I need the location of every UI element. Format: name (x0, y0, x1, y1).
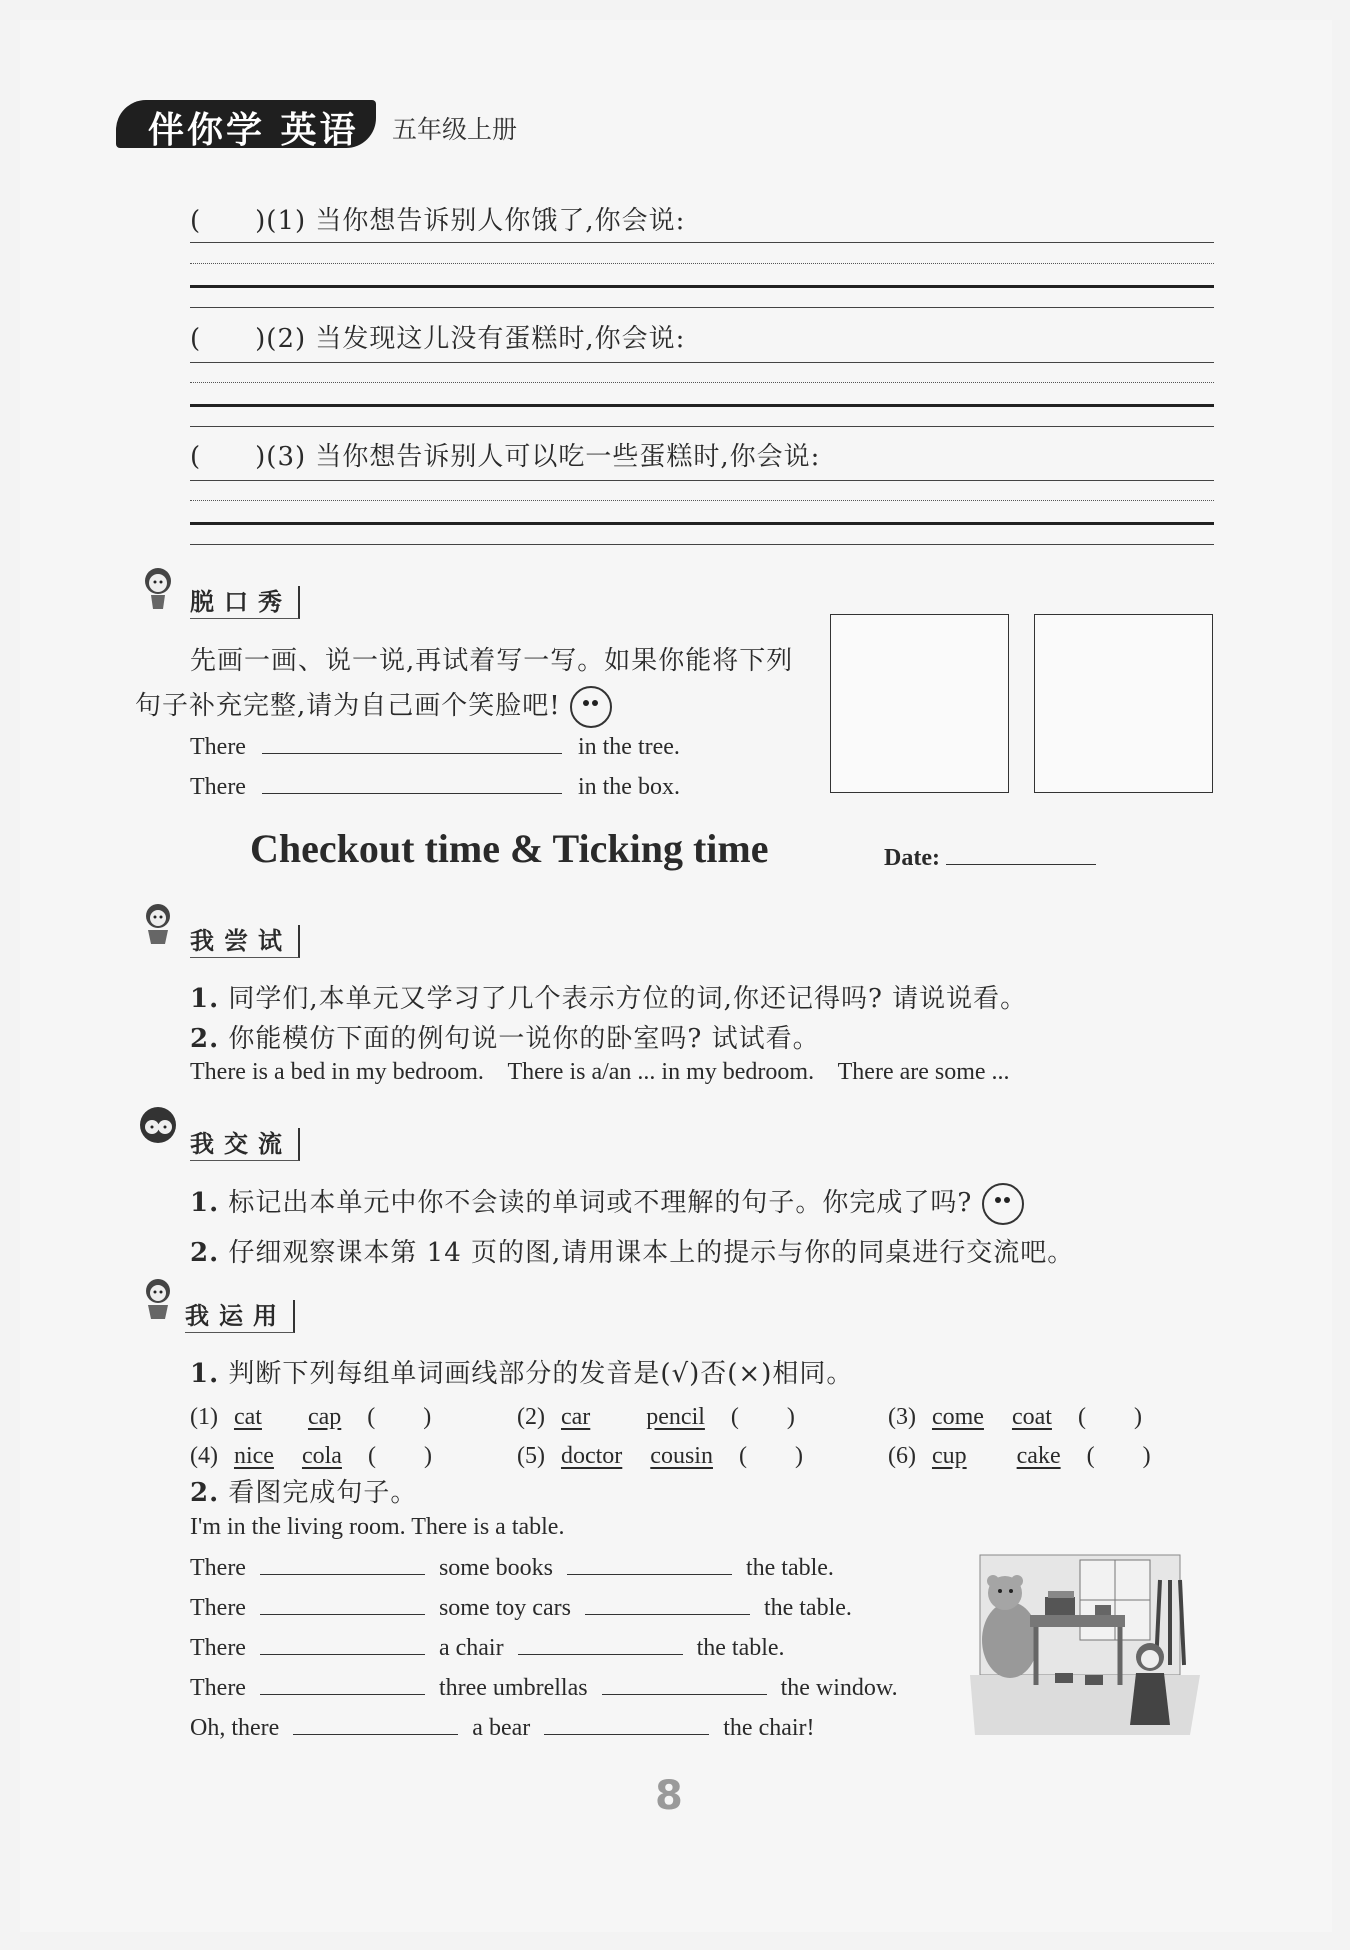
talk-show-line-2: There in the box. (190, 774, 680, 800)
writing-line (190, 522, 1214, 525)
phonics-pair-2: (2) car pencil ( ) (517, 1404, 795, 1430)
use-q1: 1. 判断下列每组单词画线部分的发音是(√)否(×)相同。 (190, 1359, 854, 1389)
writing-line (190, 362, 1214, 363)
answer-blank[interactable] (260, 1674, 425, 1695)
writing-line (190, 382, 1214, 383)
writing-line (190, 500, 1214, 501)
phonics-pair-6: (6) cup cake ( ) (888, 1443, 1151, 1469)
sentence-5: Oh, there a bear the chair! (190, 1715, 815, 1741)
sentence-2: There some toy cars the table. (190, 1595, 852, 1621)
try-item-2: 2. 你能模仿下面的例句说一说你的卧室吗? 试试看。 (190, 1024, 820, 1054)
situation-2: ( )(2) 当发现这儿没有蛋糕时,你会说: (190, 324, 686, 354)
girl-mascot-icon (133, 900, 183, 950)
kids-mascot-icon (133, 1103, 183, 1153)
living-room-illustration (960, 1545, 1210, 1745)
drawing-box-box[interactable] (1034, 614, 1213, 793)
answer-paren[interactable]: ( ) (367, 1443, 432, 1469)
sentence-3: There a chair the table. (190, 1635, 785, 1661)
talk-show-instruction-2: 句子补充完整,请为自己画个笑脸吧! (135, 685, 612, 728)
writing-line (190, 263, 1214, 264)
exchange-item-1: 1. 标记出本单元中你不会读的单词或不理解的句子。你完成了吗? (190, 1182, 1024, 1225)
date-field: Date: (884, 844, 1096, 872)
use-title: 我运用 (185, 1300, 295, 1333)
phonics-pair-1: (1) cat cap ( ) (190, 1404, 432, 1430)
answer-blank[interactable] (544, 1714, 709, 1735)
writing-line (190, 426, 1214, 427)
answer-paren[interactable]: ( ) (1077, 1404, 1142, 1430)
brand-title: 伴你学 英语 (148, 110, 359, 151)
girl-mascot-icon (133, 1275, 183, 1325)
use-q2: 2. 看图完成句子。 (190, 1478, 418, 1508)
drawing-box-tree[interactable] (830, 614, 1009, 793)
writing-line (190, 480, 1214, 481)
writing-line (190, 307, 1214, 308)
sentence-4: There three umbrellas the window. (190, 1675, 898, 1701)
answer-blank[interactable] (260, 1634, 425, 1655)
writing-line (190, 285, 1214, 288)
grade-label: 五年级上册 (392, 115, 518, 144)
answer-paren[interactable]: ( ) (1086, 1443, 1151, 1469)
writing-line (190, 242, 1214, 243)
phonics-pair-5: (5) doctor cousin ( ) (517, 1443, 803, 1469)
exchange-item-2: 2. 仔细观察课本第 14 页的图,请用课本上的提示与你的同桌进行交流吧。 (190, 1238, 1075, 1268)
answer-blank[interactable] (602, 1674, 767, 1695)
smiley-face-icon (570, 686, 612, 728)
answer-blank[interactable] (585, 1594, 750, 1615)
sentence-1: There some books the table. (190, 1555, 834, 1581)
smiley-face-icon (982, 1183, 1024, 1225)
answer-blank[interactable] (262, 773, 562, 794)
checkout-title: Checkout time & Ticking time (250, 826, 769, 871)
writing-line (190, 404, 1214, 407)
exchange-title: 我交流 (190, 1128, 300, 1161)
situation-3: ( )(3) 当你想告诉别人可以吃一些蛋糕时,你会说: (190, 442, 821, 472)
phonics-pair-3: (3) come coat ( ) (888, 1404, 1142, 1430)
answer-blank[interactable] (293, 1714, 458, 1735)
girl-mascot-icon (133, 563, 183, 613)
answer-blank[interactable] (260, 1554, 425, 1575)
use-intro: I'm in the living room. There is a table. (190, 1514, 565, 1540)
answer-paren[interactable]: ( ) (730, 1404, 795, 1430)
try-example: There is a bed in my bedroom. There is a/an ... in my bedroom. There are some ... (190, 1059, 1010, 1085)
talk-show-instruction-1: 先画一画、说一说,再试着写一写。如果你能将下列 (190, 646, 794, 676)
talk-show-title: 脱口秀 (190, 586, 300, 619)
writing-line (190, 544, 1214, 545)
date-blank[interactable] (946, 844, 1096, 865)
phonics-pair-4: (4) nice cola ( ) (190, 1443, 432, 1469)
answer-blank[interactable] (518, 1634, 683, 1655)
answer-paren[interactable]: ( ) (367, 1404, 432, 1430)
situation-1: ( )(1) 当你想告诉别人你饿了,你会说: (190, 206, 686, 236)
answer-blank[interactable] (262, 733, 562, 754)
page-number: 8 (655, 1773, 683, 1819)
answer-blank[interactable] (260, 1594, 425, 1615)
answer-paren[interactable]: ( ) (738, 1443, 803, 1469)
talk-show-line-1: There in the tree. (190, 734, 680, 760)
answer-blank[interactable] (567, 1554, 732, 1575)
try-title: 我尝试 (190, 925, 300, 958)
try-item-1: 1. 同学们,本单元又学习了几个表示方位的词,你还记得吗? 请说说看。 (190, 984, 1028, 1014)
